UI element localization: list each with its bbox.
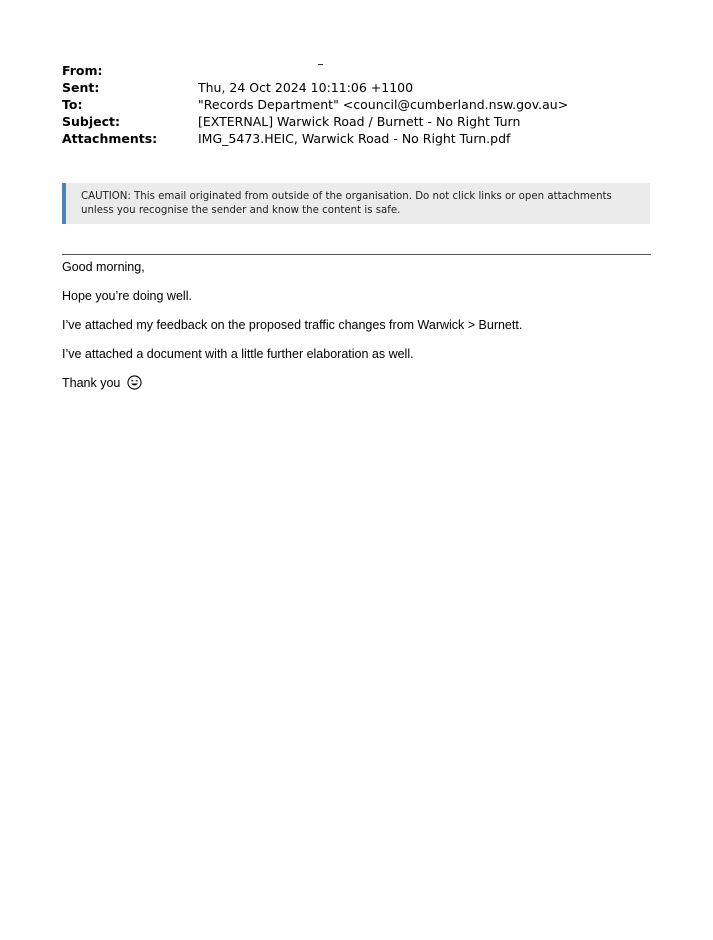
sent-label: Sent: bbox=[62, 80, 100, 95]
body-line-2: I’ve attached my feedback on the proposed traffic changes from Warwick > Burnett. bbox=[62, 318, 523, 332]
attachments-value: IMG_5473.HEIC, Warwick Road - No Right Turn.pdf bbox=[198, 131, 511, 146]
caution-text: CAUTION: This email originated from outside of the organisation. Do not click links or open attachments unless you recognise the sender and know the content is safe. bbox=[81, 191, 612, 216]
greeting: Good morning, bbox=[62, 260, 145, 274]
sent-value: Thu, 24 Oct 2024 10:11:06 +1100 bbox=[198, 80, 414, 95]
smiling-face-icon bbox=[127, 375, 142, 395]
closing-text: Thank you bbox=[62, 376, 121, 390]
to-value: "Records Department" <council@cumberland.nsw.gov.au> bbox=[198, 97, 569, 112]
from-label: From: bbox=[62, 63, 103, 78]
email-header bbox=[62, 62, 662, 147]
to-label: To: bbox=[62, 97, 83, 112]
attachments-row bbox=[62, 130, 662, 147]
caution-banner bbox=[62, 183, 650, 224]
closing-line bbox=[62, 375, 652, 392]
header-divider bbox=[62, 254, 651, 255]
attachments-label: Attachments: bbox=[62, 131, 158, 146]
subject-value: [EXTERNAL] Warwick Road / Burnett - No Right Turn bbox=[198, 114, 521, 129]
from-row bbox=[62, 62, 662, 79]
sent-row bbox=[62, 79, 662, 96]
subject-label: Subject: bbox=[62, 114, 120, 129]
redaction-mark bbox=[318, 64, 323, 65]
body-line-3: I’ve attached a document with a little further elaboration as well. bbox=[62, 347, 414, 361]
body-line-1: Hope you’re doing well. bbox=[62, 289, 192, 303]
email-body bbox=[62, 259, 652, 404]
to-row bbox=[62, 96, 662, 113]
subject-row bbox=[62, 113, 662, 130]
